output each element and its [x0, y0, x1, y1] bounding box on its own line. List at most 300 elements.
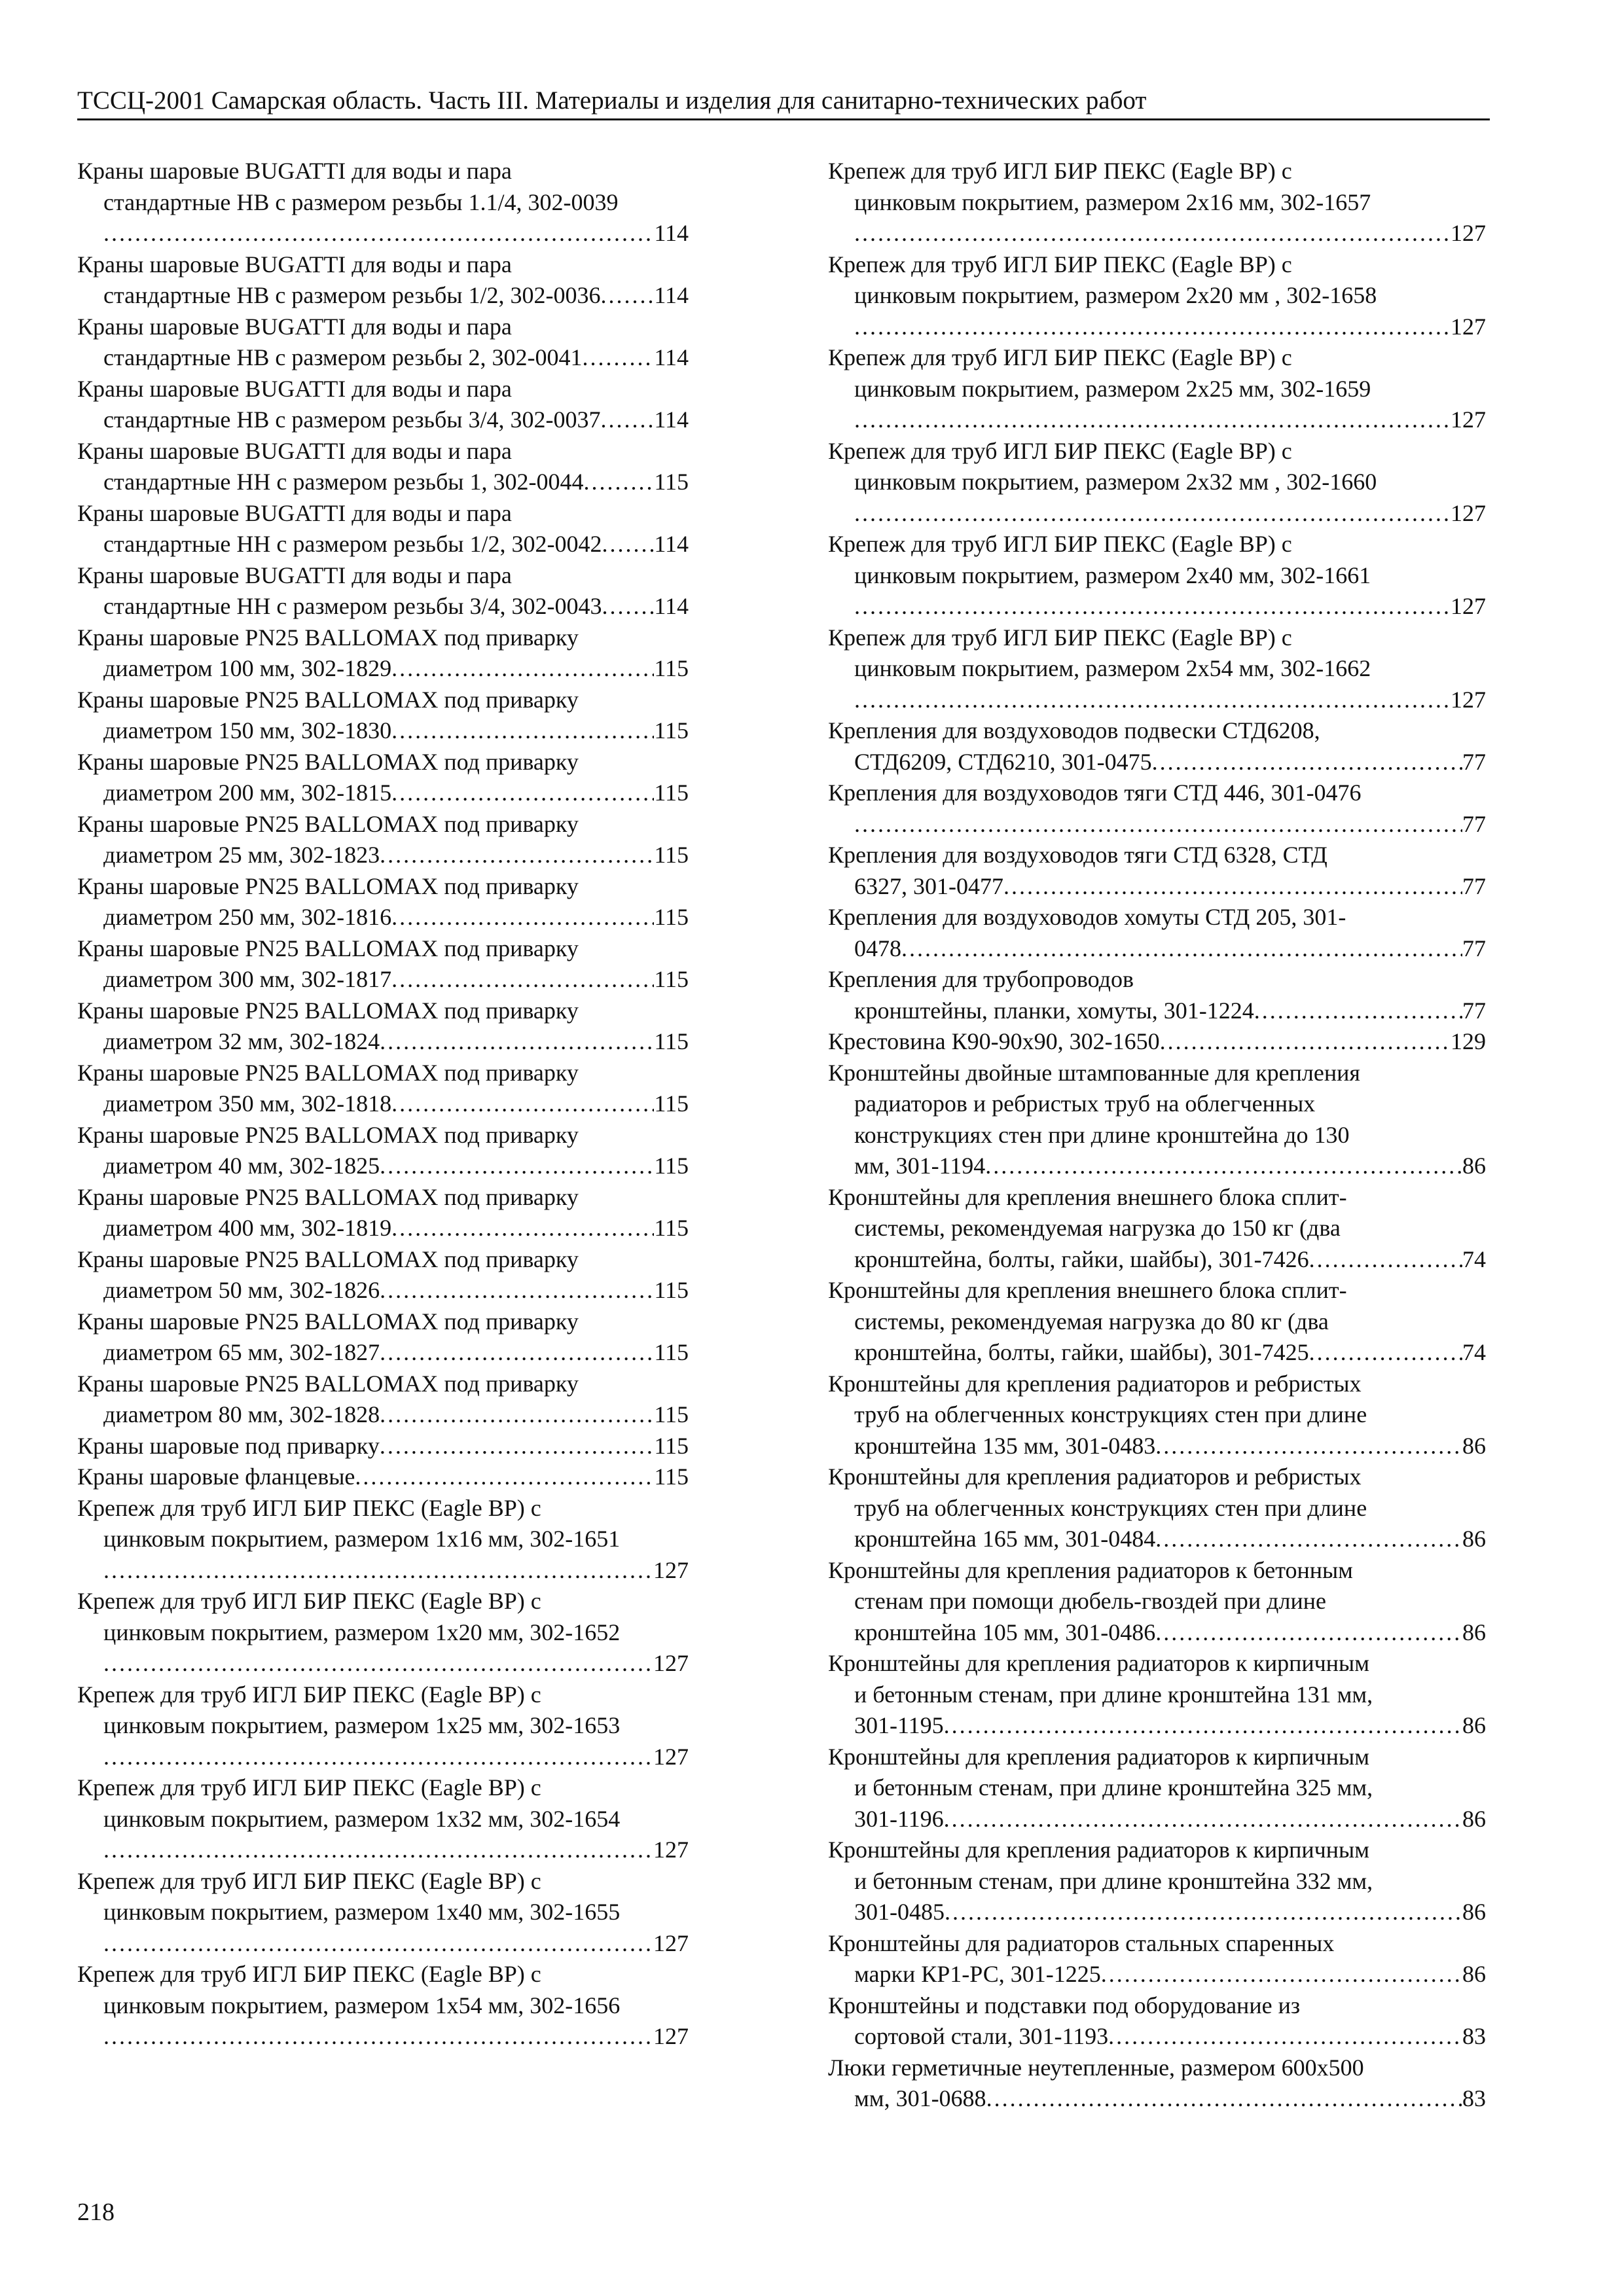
- index-entry-text: цинковым покрытием, размером 2x54 мм, 302-1662: [854, 655, 1371, 681]
- dot-leader: [103, 1648, 653, 1679]
- index-entry: [77, 1306, 689, 1369]
- index-entry-line: [828, 342, 1486, 374]
- index-entry-line: [77, 2021, 689, 2053]
- index-entry: [77, 1182, 689, 1244]
- index-entry-line: [828, 1182, 1486, 1213]
- index-entry-line: [828, 1088, 1486, 1120]
- index-entry-line: [828, 2053, 1486, 2084]
- index-entry-text: Кронштейны для радиаторов стальных спаренных: [828, 1929, 1335, 1956]
- index-entry-text: диаметром 100 мм, 302-1829: [103, 655, 392, 681]
- index-entry-line: [77, 1524, 689, 1555]
- index-entry-line: [828, 1306, 1486, 1338]
- index-entry-line: [828, 1586, 1486, 1617]
- dot-leader: [391, 778, 654, 809]
- index-page-ref: 127: [653, 1556, 689, 1583]
- index-entry-line: [828, 685, 1486, 716]
- index-entry-text: 301-1195: [854, 1712, 944, 1738]
- index-page-ref: 86: [1462, 1961, 1486, 1987]
- index-entry: [77, 933, 689, 996]
- index-entry-line: [77, 1897, 689, 1928]
- index-entry-line: [77, 902, 689, 933]
- index-entry-text: стандартные НН с размером резьбы 1/2, 302-0042: [103, 531, 602, 557]
- index-entry-text: труб на облегченных конструкциях стен при длине: [854, 1401, 1367, 1427]
- index-entry-text: Крепеж для труб ИГЛ БИР ПЕКС (Eagle BP) с: [828, 158, 1292, 184]
- index-entry-text: цинковым покрытием, размером 2x25 мм, 302-1659: [854, 375, 1371, 402]
- index-page-ref: 86: [1462, 1899, 1486, 1925]
- index-entry-text: цинковым покрытием, размером 2x40 мм, 302-1661: [854, 562, 1371, 588]
- index-page-ref: 114: [654, 344, 689, 370]
- dot-leader: [600, 280, 654, 312]
- index-page-ref: 115: [654, 1432, 689, 1459]
- index-entry-text: Краны шаровые BUGATTI для воды и пара: [77, 437, 512, 464]
- index-entry-line: [828, 1493, 1486, 1524]
- index-entry: [77, 1431, 689, 1462]
- index-entry-text: Кронштейны для крепления внешнего блока сплит-: [828, 1277, 1347, 1303]
- index-entry-line: [828, 1399, 1486, 1431]
- index-entry: [828, 1026, 1486, 1058]
- dot-leader: [582, 342, 654, 374]
- index-entry-text: Краны шаровые PN25 BALLOMAX под приварку: [77, 1370, 579, 1397]
- header-rule: [77, 118, 1490, 120]
- index-entry-line: [77, 778, 689, 809]
- index-entry-line: [77, 1306, 689, 1338]
- index-entry-text: Краны шаровые BUGATTI для воды и пара: [77, 562, 512, 588]
- dot-leader: [391, 653, 654, 685]
- index-entry-text: Люки герметичные неутепленные, размером 600x500: [828, 2054, 1364, 2081]
- index-entry-line: [77, 1555, 689, 1587]
- index-entry-text: Краны шаровые под приварку: [77, 1432, 380, 1459]
- index-entry-line: [828, 1524, 1486, 1555]
- index-entry: [828, 715, 1486, 778]
- index-entry: [828, 902, 1486, 964]
- index-entry-line: [77, 1151, 689, 1182]
- index-entry-line: [828, 404, 1486, 436]
- index-column-left: [77, 156, 689, 2053]
- index-entry: [828, 1928, 1486, 1990]
- index-entry-line: [77, 436, 689, 467]
- index-page-ref: 127: [653, 1650, 689, 1676]
- dot-leader: [854, 498, 1451, 529]
- index-page-ref: 77: [1462, 748, 1486, 775]
- index-entry: [828, 2053, 1486, 2115]
- index-entry: [77, 622, 689, 685]
- index-entry-line: [77, 342, 689, 374]
- index-entry: [828, 1555, 1486, 1649]
- index-entry-text: диаметром 300 мм, 302-1817: [103, 966, 392, 992]
- index-page-ref: 115: [654, 717, 689, 744]
- index-entry: [828, 778, 1486, 840]
- index-entry-text: мм, 301-1194: [854, 1153, 986, 1179]
- index-entry-text: цинковым покрытием, размером 1x16 мм, 302-1651: [103, 1526, 621, 1552]
- index-entry-line: [828, 622, 1486, 654]
- index-entry-text: цинковым покрытием, размером 1x54 мм, 302-1656: [103, 1992, 621, 2018]
- index-entry-text: Краны шаровые PN25 BALLOMAX под приварку: [77, 1183, 579, 1210]
- index-entry-text: кронштейна 105 мм, 301-0486: [854, 1619, 1156, 1645]
- index-entry: [828, 840, 1486, 902]
- index-entry-text: Краны шаровые PN25 BALLOMAX под приварку: [77, 624, 579, 651]
- index-page-ref: 77: [1462, 935, 1486, 961]
- index-entry-line: [77, 1182, 689, 1213]
- dot-leader: [985, 1151, 1462, 1182]
- index-entry-line: [828, 1120, 1486, 1151]
- index-entry-text: Краны шаровые BUGATTI для воды и пара: [77, 251, 512, 278]
- index-entry-text: кронштейна, болты, гайки, шайбы), 301-7425: [854, 1339, 1309, 1365]
- index-entry-text: кронштейны, планки, хомуты, 301-1224: [854, 997, 1254, 1024]
- index-entry-text: стандартные НН с размером резьбы 1, 302-0044: [103, 469, 584, 495]
- index-entry-text: Крепления для трубопроводов: [828, 966, 1134, 992]
- index-page-ref: 77: [1462, 872, 1486, 899]
- index-entry-line: [828, 1835, 1486, 1866]
- index-entry-line: [77, 1772, 689, 1804]
- index-entry-text: Крепеж для труб ИГЛ БИР ПЕКС (Eagle BP) с: [77, 1961, 541, 1987]
- dot-leader: [854, 809, 1462, 840]
- index-entry-line: [828, 1244, 1486, 1276]
- index-entry-line: [77, 1058, 689, 1089]
- dot-leader: [380, 1399, 654, 1431]
- index-entry-text: цинковым покрытием, размером 1x25 мм, 302-1653: [103, 1712, 621, 1738]
- index-entry: [828, 1462, 1486, 1555]
- dot-leader: [380, 1431, 654, 1462]
- index-page-ref: 74: [1462, 1246, 1486, 1272]
- index-entry-line: [77, 249, 689, 281]
- index-entry-text: Крепления для воздуховодов тяги СТД 446, 301-0476: [828, 780, 1362, 806]
- index-page-ref: 127: [653, 1929, 689, 1956]
- index-page-ref: 115: [654, 904, 689, 930]
- index-entry-line: [77, 685, 689, 716]
- index-entry-text: сортовой стали, 301-1193: [854, 2023, 1109, 2049]
- index-entry-line: [77, 715, 689, 747]
- dot-leader: [391, 715, 654, 747]
- index-entry: [828, 622, 1486, 716]
- dot-leader: [1152, 747, 1462, 778]
- index-entry-text: диаметром 32 мм, 302-1824: [103, 1028, 380, 1054]
- index-entry: [77, 249, 689, 312]
- index-entry-line: [828, 1337, 1486, 1369]
- dot-leader: [103, 218, 654, 249]
- index-entry-line: [77, 1617, 689, 1649]
- index-entry: [77, 996, 689, 1058]
- index-entry-line: [77, 747, 689, 778]
- index-entry-line: [77, 591, 689, 622]
- index-entry-line: [77, 1866, 689, 1897]
- index-entry-line: [828, 1928, 1486, 1960]
- index-entry-text: Краны шаровые фланцевые: [77, 1463, 355, 1490]
- dot-leader: [1309, 1244, 1462, 1276]
- index-page-ref: 115: [654, 1028, 689, 1054]
- index-entry: [77, 1772, 689, 1866]
- index-entry-line: [828, 1990, 1486, 2022]
- index-entry-line: [828, 312, 1486, 343]
- index-entry-line: [828, 529, 1486, 560]
- index-entry-text: системы, рекомендуемая нагрузка до 150 кг (два: [854, 1215, 1341, 1241]
- index-entry-line: [77, 1835, 689, 1866]
- index-entry: [77, 374, 689, 436]
- dot-leader: [1155, 1431, 1462, 1462]
- index-page-ref: 115: [654, 966, 689, 992]
- index-page-ref: 77: [1462, 997, 1486, 1024]
- index-entry-line: [77, 653, 689, 685]
- index-column-right: [828, 156, 1486, 2115]
- index-entry-line: [828, 467, 1486, 498]
- index-entry-text: Кронштейны для крепления радиаторов к кирпичным: [828, 1837, 1370, 1863]
- index-entry-line: [828, 809, 1486, 840]
- index-entry: [828, 156, 1486, 249]
- index-entry-text: Краны шаровые PN25 BALLOMAX под приварку: [77, 1059, 579, 1086]
- index-entry-text: стандартные НВ с размером резьбы 3/4, 302-0037: [103, 406, 601, 433]
- index-entry-line: [828, 436, 1486, 467]
- index-entry-line: [77, 404, 689, 436]
- index-entry-line: [828, 1772, 1486, 1804]
- index-entry-line: [77, 933, 689, 965]
- index-entry-line: [828, 1617, 1486, 1649]
- index-entry-line: [77, 467, 689, 498]
- dot-leader: [391, 902, 654, 933]
- dot-leader: [1254, 996, 1462, 1027]
- dot-leader: [944, 1804, 1462, 1835]
- index-entry-line: [828, 1742, 1486, 1773]
- index-entry-line: [77, 1959, 689, 1990]
- index-entry: [77, 560, 689, 622]
- index-entry: [77, 809, 689, 871]
- index-entry: [828, 1990, 1486, 2053]
- index-entry-line: [77, 840, 689, 871]
- index-entry-text: 301-0485: [854, 1899, 945, 1925]
- dot-leader: [602, 529, 654, 560]
- index-entry-text: стандартные НН с размером резьбы 3/4, 302-0043: [103, 593, 602, 619]
- index-entry-line: [77, 1928, 689, 1960]
- dot-leader: [1309, 1337, 1462, 1369]
- index-entry-line: [77, 1213, 689, 1244]
- index-page-ref: 83: [1462, 2085, 1486, 2111]
- dot-leader: [103, 1555, 653, 1587]
- index-entry-line: [77, 374, 689, 405]
- dot-leader: [103, 1928, 653, 1960]
- index-page-ref: 114: [654, 531, 689, 557]
- index-entry-text: Кронштейны для крепления радиаторов к кирпичным: [828, 1743, 1370, 1770]
- index-entry-line: [77, 1648, 689, 1679]
- index-entry: [828, 1275, 1486, 1369]
- index-entry: [77, 1866, 689, 1960]
- index-page-ref: 115: [654, 842, 689, 868]
- index-entry-line: [77, 560, 689, 592]
- index-entry-text: Кронштейны для крепления радиаторов и ребристых: [828, 1463, 1362, 1490]
- index-entry: [77, 1493, 689, 1587]
- index-entry-line: [828, 1866, 1486, 1897]
- index-entry-line: [828, 1026, 1486, 1058]
- index-page-ref: 115: [654, 780, 689, 806]
- index-entry-line: [828, 1058, 1486, 1089]
- index-entry: [77, 1369, 689, 1431]
- index-entry: [77, 498, 689, 560]
- index-entry-text: диаметром 400 мм, 302-1819: [103, 1215, 392, 1241]
- index-entry: [77, 1120, 689, 1182]
- index-entry-line: [828, 1679, 1486, 1711]
- index-entry-line: [77, 1431, 689, 1462]
- index-page-ref: 114: [654, 220, 689, 246]
- dot-leader: [380, 1275, 654, 1306]
- index-entry: [77, 747, 689, 809]
- index-entry-text: радиаторов и ребристых труб на облегченных: [854, 1090, 1316, 1117]
- index-entry-text: стандартные НВ с размером резьбы 2, 302-0041: [103, 344, 583, 370]
- index-entry-line: [77, 964, 689, 996]
- index-entry-text: Кронштейны для крепления радиаторов к кирпичным: [828, 1650, 1370, 1676]
- index-entry-line: [828, 1275, 1486, 1306]
- index-entry-text: диаметром 150 мм, 302-1830: [103, 717, 392, 744]
- index-entry-line: [828, 249, 1486, 281]
- index-entry-text: Крепеж для труб ИГЛ БИР ПЕКС (Eagle BP) с: [77, 1867, 541, 1894]
- index-entry-text: кронштейна, болты, гайки, шайбы), 301-7426: [854, 1246, 1309, 1272]
- index-page-ref: 127: [1451, 593, 1486, 619]
- index-entry-text: цинковым покрытием, размером 2x32 мм , 302-1660: [854, 469, 1377, 495]
- index-entry-line: [77, 156, 689, 187]
- dot-leader: [986, 2083, 1462, 2115]
- index-entry-text: Крепеж для труб ИГЛ БИР ПЕКС (Eagle BP) с: [77, 1681, 541, 1708]
- dot-leader: [854, 404, 1451, 436]
- index-entry-text: Краны шаровые BUGATTI для воды и пара: [77, 158, 512, 184]
- dot-leader: [103, 1835, 653, 1866]
- index-entry-line: [828, 715, 1486, 747]
- dot-leader: [380, 1151, 654, 1182]
- index-page-ref: 127: [653, 1743, 689, 1770]
- index-page-ref: 129: [1451, 1028, 1486, 1054]
- index-entry: [828, 1835, 1486, 1928]
- index-entry-line: [77, 1742, 689, 1773]
- index-entry-text: Краны шаровые PN25 BALLOMAX под приварку: [77, 1246, 579, 1272]
- index-entry-line: [77, 1369, 689, 1400]
- dot-leader: [944, 1710, 1462, 1742]
- index-entry-text: диаметром 40 мм, 302-1825: [103, 1153, 380, 1179]
- index-entry-text: Краны шаровые PN25 BALLOMAX под приварку: [77, 997, 579, 1024]
- index-entry-line: [828, 280, 1486, 312]
- index-entry-line: [77, 996, 689, 1027]
- index-entry: [77, 436, 689, 498]
- index-entry-line: [828, 747, 1486, 778]
- index-entry: [77, 1058, 689, 1120]
- index-entry: [828, 1369, 1486, 1462]
- index-page-ref: 127: [653, 1837, 689, 1863]
- index-entry-text: Краны шаровые PN25 BALLOMAX под приварку: [77, 1121, 579, 1148]
- index-entry-text: Краны шаровые PN25 BALLOMAX под приварку: [77, 810, 579, 837]
- index-entry: [828, 436, 1486, 529]
- index-entry-line: [828, 933, 1486, 965]
- dot-leader: [391, 1213, 654, 1244]
- dot-leader: [854, 218, 1451, 249]
- index-page-ref: 86: [1462, 1526, 1486, 1552]
- index-entry: [77, 156, 689, 249]
- index-entry: [77, 1462, 689, 1493]
- index-entry: [77, 1586, 689, 1679]
- index-page-ref: 127: [1451, 220, 1486, 246]
- index-entry-text: Краны шаровые BUGATTI для воды и пара: [77, 499, 512, 526]
- index-entry-line: [77, 871, 689, 903]
- index-entry-text: стандартные НВ с размером резьбы 1/2, 302-0036: [103, 282, 601, 308]
- index-entry: [77, 1679, 689, 1773]
- index-entry: [828, 342, 1486, 436]
- dot-leader: [391, 1088, 654, 1120]
- dot-leader: [380, 1026, 654, 1058]
- index-entry: [828, 529, 1486, 622]
- index-entry-text: Кронштейны двойные штампованные для крепления: [828, 1059, 1360, 1086]
- index-entry-line: [828, 218, 1486, 249]
- dot-leader: [854, 312, 1451, 343]
- index-entry-line: [77, 187, 689, 219]
- index-entry-line: [77, 1710, 689, 1742]
- dot-leader: [355, 1462, 654, 1493]
- index-entry-line: [828, 653, 1486, 685]
- running-header: ТССЦ-2001 Самарская область. Часть III. Материалы и изделия для санитарно-технических работ: [77, 86, 1147, 115]
- index-entry-text: Кронштейны и подставки под оборудование из: [828, 1992, 1301, 2018]
- index-entry-line: [77, 1586, 689, 1617]
- index-entry-line: [828, 996, 1486, 1027]
- index-entry-line: [828, 2021, 1486, 2053]
- index-entry-text: Крепеж для труб ИГЛ БИР ПЕКС (Eagle BP) с: [828, 531, 1292, 557]
- index-entry-line: [828, 1213, 1486, 1244]
- index-entry-line: [828, 187, 1486, 219]
- index-entry-line: [828, 1710, 1486, 1742]
- dot-leader: [1155, 1524, 1462, 1555]
- index-entry-line: [828, 156, 1486, 187]
- index-entry: [828, 249, 1486, 343]
- index-entry-line: [828, 560, 1486, 592]
- index-page-ref: 114: [654, 406, 689, 433]
- index-entry-text: кронштейна 165 мм, 301-0484: [854, 1526, 1156, 1552]
- index-entry-line: [828, 871, 1486, 903]
- index-entry-text: Краны шаровые PN25 BALLOMAX под приварку: [77, 748, 579, 775]
- index-entry-line: [828, 778, 1486, 809]
- index-entry-text: Кронштейны для крепления радиаторов к бетонным: [828, 1556, 1353, 1583]
- index-entry-text: диаметром 50 мм, 302-1826: [103, 1277, 380, 1303]
- index-page-ref: 86: [1462, 1805, 1486, 1832]
- index-page-ref: 127: [1451, 499, 1486, 526]
- index-entry: [828, 1648, 1486, 1742]
- index-entry-text: Крепления для воздуховодов подвески СТД6208,: [828, 717, 1320, 744]
- index-entry-line: [77, 1990, 689, 2022]
- index-page-ref: 115: [654, 1153, 689, 1179]
- index-page-ref: 127: [1451, 313, 1486, 340]
- index-entry: [828, 1058, 1486, 1182]
- index-entry-line: [77, 1120, 689, 1151]
- index-page-ref: 115: [654, 1215, 689, 1241]
- dot-leader: [103, 1742, 653, 1773]
- index-entry-line: [77, 1399, 689, 1431]
- index-page-ref: 115: [654, 1277, 689, 1303]
- index-entry-text: диаметром 65 мм, 302-1827: [103, 1339, 380, 1365]
- index-entry-text: цинковым покрытием, размером 1x32 мм, 302-1654: [103, 1805, 621, 1832]
- index-entry-text: 6327, 301-0477: [854, 872, 1003, 899]
- index-page-ref: 127: [1451, 406, 1486, 433]
- dot-leader: [1108, 2021, 1462, 2053]
- index-entry-line: [77, 1493, 689, 1524]
- index-page-ref: 115: [654, 1339, 689, 1365]
- dot-leader: [1003, 871, 1462, 903]
- index-entry-line: [828, 1369, 1486, 1400]
- index-entry-text: Крепеж для труб ИГЛ БИР ПЕКС (Eagle BP) с: [77, 1588, 541, 1614]
- index-entry-text: 0478: [854, 935, 901, 961]
- index-entry: [77, 1244, 689, 1306]
- index-entry-text: Краны шаровые PN25 BALLOMAX под приварку: [77, 686, 579, 713]
- index-entry-text: стенам при помощи дюбель-гвоздей при длине: [854, 1588, 1326, 1614]
- index-entry-text: диаметром 350 мм, 302-1818: [103, 1090, 392, 1117]
- index-entry-line: [77, 1026, 689, 1058]
- index-entry-text: и бетонным стенам, при длине кронштейна 131 мм,: [854, 1681, 1373, 1708]
- index-entry-text: и бетонным стенам, при длине кронштейна 332 мм,: [854, 1867, 1373, 1894]
- index-page-ref: 86: [1462, 1619, 1486, 1645]
- index-entry-text: Краны шаровые PN25 BALLOMAX под приварку: [77, 1308, 579, 1335]
- index-page-ref: 114: [654, 593, 689, 619]
- index-entry-text: Краны шаровые BUGATTI для воды и пара: [77, 313, 512, 340]
- index-entry-line: [77, 1244, 689, 1276]
- dot-leader: [854, 685, 1451, 716]
